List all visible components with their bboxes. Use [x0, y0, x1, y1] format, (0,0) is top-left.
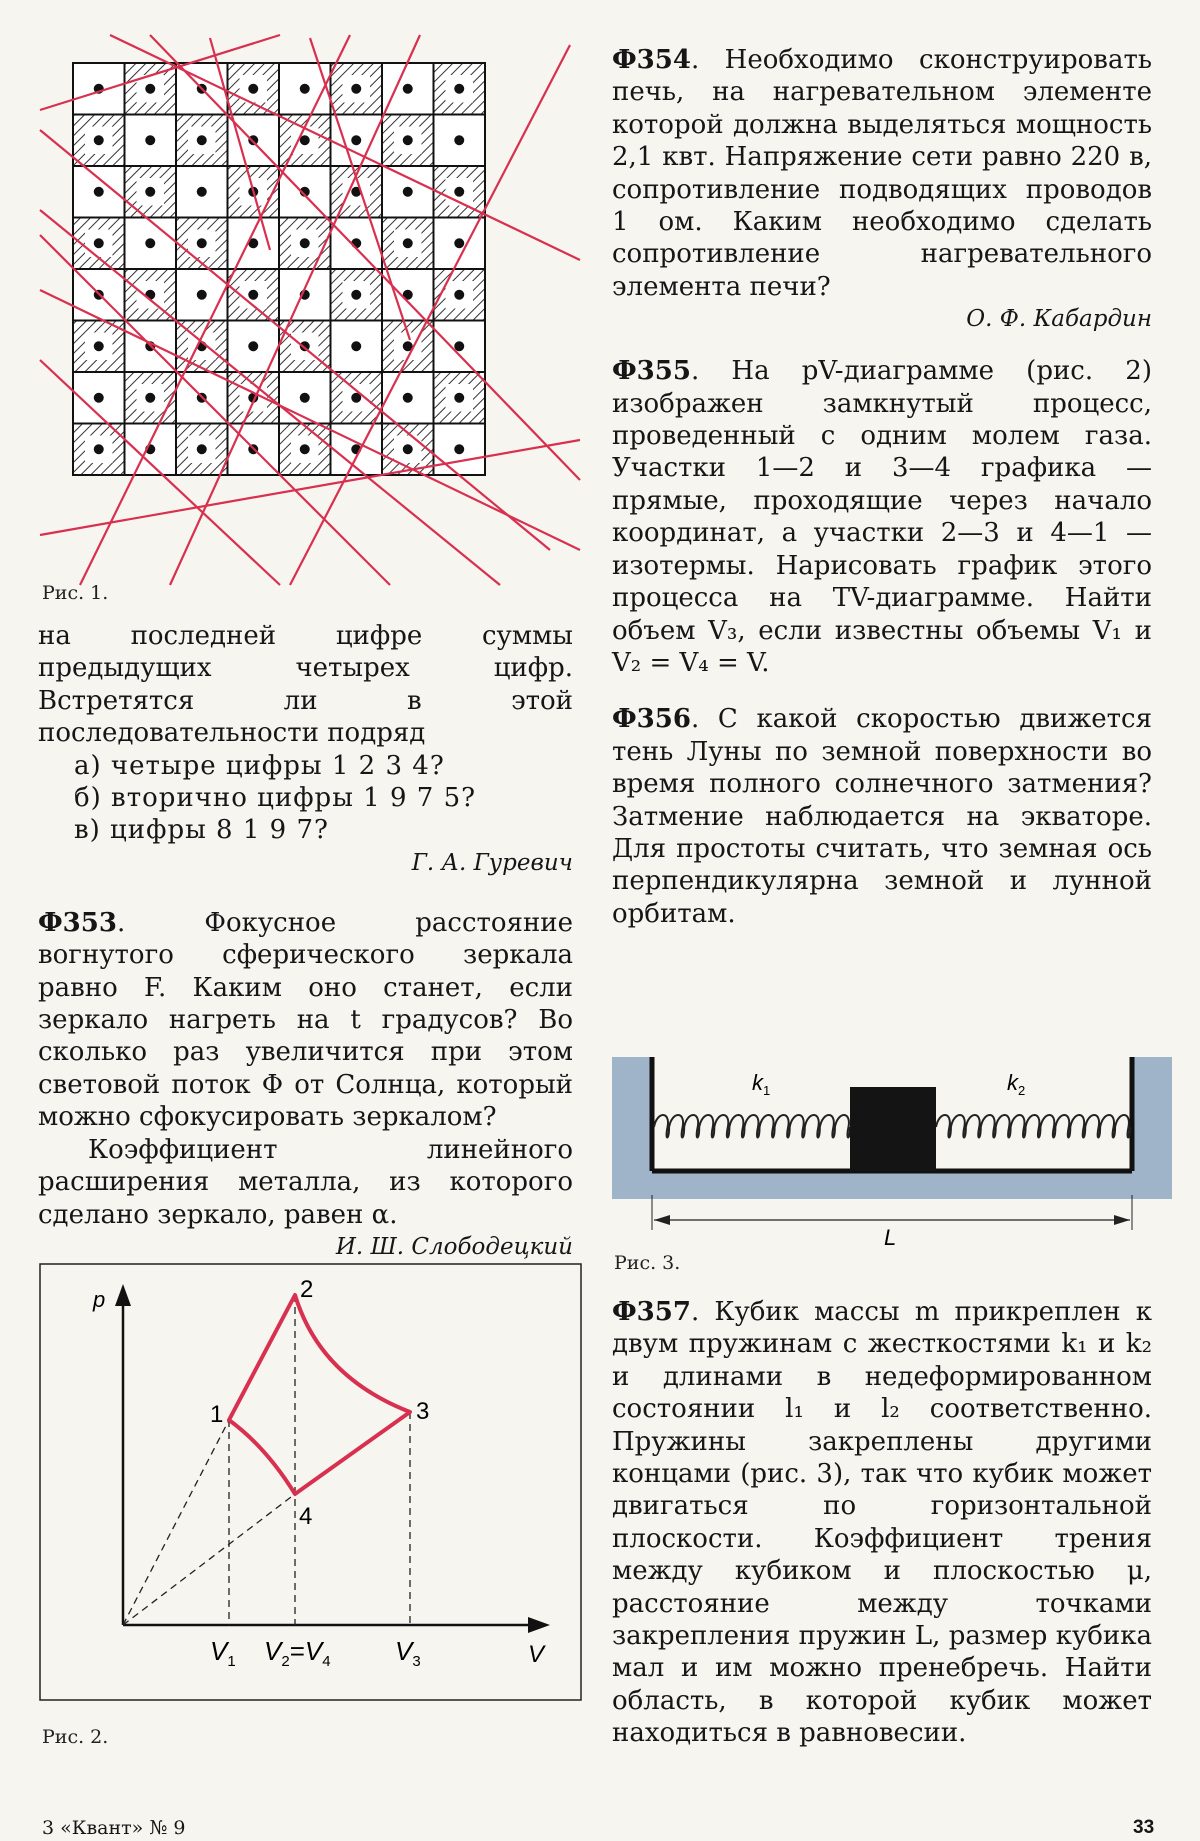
author-353: И. Ш. Слободецкий — [335, 1233, 573, 1260]
right-column-top — [612, 44, 1152, 930]
grid-dot — [197, 238, 207, 248]
grid-dot — [145, 187, 155, 197]
option-c: в) цифры 8 1 9 7? — [74, 815, 329, 846]
grid-dot — [300, 393, 310, 403]
problem-353-text: . Фокусное расстояние вогнутого сферического зеркала равно F. Каким оно станет, если зеркало нагреть на t градусов? Во сколько раз увеличится при этом световой поток Φ от Солнца, который можно сфокусировать зеркалом? — [38, 907, 573, 1133]
problem-354-text: . Необходимо сконструировать печь, на нагревательном элементе которой должна выделяться мощность 2,1 квт. Напряжение сети равно 220 в, сопротивление подводящих проводов 1 ом. Каким необходимо сделать сопротивление нагревательного элемента печи? — [612, 45, 1152, 302]
left-wall — [612, 1057, 652, 1199]
problem-353 — [38, 907, 573, 1134]
grid-dot — [197, 444, 207, 454]
grid-dot — [145, 238, 155, 248]
block — [850, 1087, 936, 1171]
figure-2-caption: Рис. 2. — [42, 1726, 109, 1748]
grid-dot — [454, 84, 464, 94]
figure-1-grid — [30, 30, 590, 590]
grid-dot — [351, 290, 361, 300]
grid-dot — [351, 135, 361, 145]
length-label: L — [884, 1225, 897, 1245]
problem-352-options — [38, 750, 573, 847]
problem-356-text: . С какой скоростью движется тень Луны по земной поверхности во время полного солнечного затмения? Затмение наблюдается на экваторе. Для простоты считать, что земная ось перпендикулярна земной и лунной орбитам. — [612, 704, 1152, 929]
grid-dot — [197, 135, 207, 145]
grid-dot — [403, 187, 413, 197]
problem-353-text-2: Коэффициент линейного расширения металла, из которого сделано зеркало, равен α. — [38, 1134, 573, 1230]
grid-dot — [248, 290, 258, 300]
problem-356-id: Ф356 — [612, 704, 691, 735]
grid-dot — [351, 84, 361, 94]
point-2-label: 2 — [300, 1276, 314, 1303]
v-axis-arrow — [528, 1617, 550, 1633]
option-a: а) четыре цифры 1 2 3 4? — [74, 750, 445, 781]
grid-dot — [351, 341, 361, 351]
axis-p-label: p — [93, 1287, 106, 1312]
point-3-label: 3 — [416, 1398, 430, 1425]
problem-354-id: Ф354 — [612, 45, 691, 75]
grid-dot — [403, 238, 413, 248]
grid-dot — [403, 393, 413, 403]
author-352: Г. А. Гуревич — [411, 849, 573, 876]
figure-3-springs — [612, 1045, 1172, 1245]
grid-dot — [94, 135, 104, 145]
line-origin-to-1 — [123, 1420, 229, 1625]
grid-dot — [248, 84, 258, 94]
point-1-label: 1 — [210, 1401, 224, 1428]
figure-1-caption: Рис. 1. — [42, 582, 109, 604]
problem-355-text: . На pV-диаграмме (рис. 2) изображен замкнутый процесс, проведенный с одним молем газа. Участки 1—2 и 3—4 графика — прямые, проходящие через начало координат, а участки 2—3 и 4—1 — изотермы. Нарисовать график этого процесса на TV-диаграмме. Найти объем V₃, если известны объемы V₁ и V₂ = V₄ = V. — [612, 356, 1152, 678]
grid-dot — [145, 393, 155, 403]
k1-label: $k_1$ — [752, 1070, 771, 1098]
grid-dot — [454, 290, 464, 300]
figure-3-caption: Рис. 3. — [614, 1252, 681, 1274]
grid-dot — [300, 444, 310, 454]
option-b: б) вторично цифры 1 9 7 5? — [74, 783, 477, 814]
grid-dot — [454, 393, 464, 403]
figure-2-pv-diagram — [38, 1262, 583, 1702]
v2-v4-label: $V_2=V_4$ — [264, 1636, 331, 1670]
page-number: 33 — [1133, 1817, 1155, 1838]
grid-dot — [454, 187, 464, 197]
grid-dot — [94, 187, 104, 197]
grid-dot — [300, 238, 310, 248]
grid-dot — [145, 84, 155, 94]
right-wall — [1132, 1057, 1172, 1199]
v1-label: $V_1$ — [210, 1636, 236, 1670]
axis-v-label: V — [528, 1641, 545, 1668]
footer-left: 3 «Квант» № 9 — [42, 1817, 186, 1839]
right-column-bottom — [612, 1296, 1152, 1750]
grid-dot — [454, 238, 464, 248]
floor — [612, 1171, 1172, 1199]
grid-dot — [94, 238, 104, 248]
problem-357-text: . Кубик массы m прикреплен к двум пружинам с жесткостями k₁ и k₂ и длинами в недеформированном состоянии l₁ и l₂ соответственно. Пружины закреплены другими концами (рис. 3), так что кубик может двигаться по горизонтальной плоскости. Коэффициент трения между кубиком и плоскостью μ, расстояние между точками закрепления пружин L, размер кубика мал и им можно пренебречь. Найти область, в которой кубик может находиться в равновесии. — [612, 1297, 1152, 1749]
problem-352-continuation: на последней цифре суммы предыдущих четырех цифр. Встретятся ли в этой последовательности подряд — [38, 621, 573, 749]
grid-dot — [454, 135, 464, 145]
problem-354 — [612, 44, 1152, 303]
author-354: О. Ф. Кабардин — [966, 306, 1152, 333]
grid-dot — [197, 290, 207, 300]
grid-dot — [94, 393, 104, 403]
problem-355-id: Ф355 — [612, 356, 691, 387]
problem-357-id: Ф357 — [612, 1297, 691, 1327]
grid-dot — [403, 135, 413, 145]
problem-353-id: Ф353 — [38, 907, 117, 938]
grid-dot — [454, 444, 464, 454]
v3-label: $V_3$ — [395, 1636, 421, 1670]
problem-355 — [612, 355, 1152, 679]
k2-label: $k_2$ — [1007, 1070, 1026, 1098]
cycle-path — [229, 1295, 410, 1494]
problem-357 — [612, 1296, 1152, 1750]
grid-dot — [300, 84, 310, 94]
point-4-label: 4 — [299, 1503, 313, 1530]
grid-dot — [94, 444, 104, 454]
grid-dot — [454, 341, 464, 351]
grid-dot — [403, 444, 413, 454]
grid-dot — [145, 135, 155, 145]
spring-2 — [936, 1115, 1130, 1138]
grid-dot — [94, 341, 104, 351]
grid-dot — [248, 341, 258, 351]
grid-dot — [197, 187, 207, 197]
line-origin-to-4 — [123, 1494, 295, 1625]
spring-1 — [654, 1115, 850, 1138]
problem-356 — [612, 703, 1152, 930]
grid-dot — [403, 84, 413, 94]
left-column — [38, 620, 573, 1263]
p-axis-arrow — [115, 1284, 131, 1306]
